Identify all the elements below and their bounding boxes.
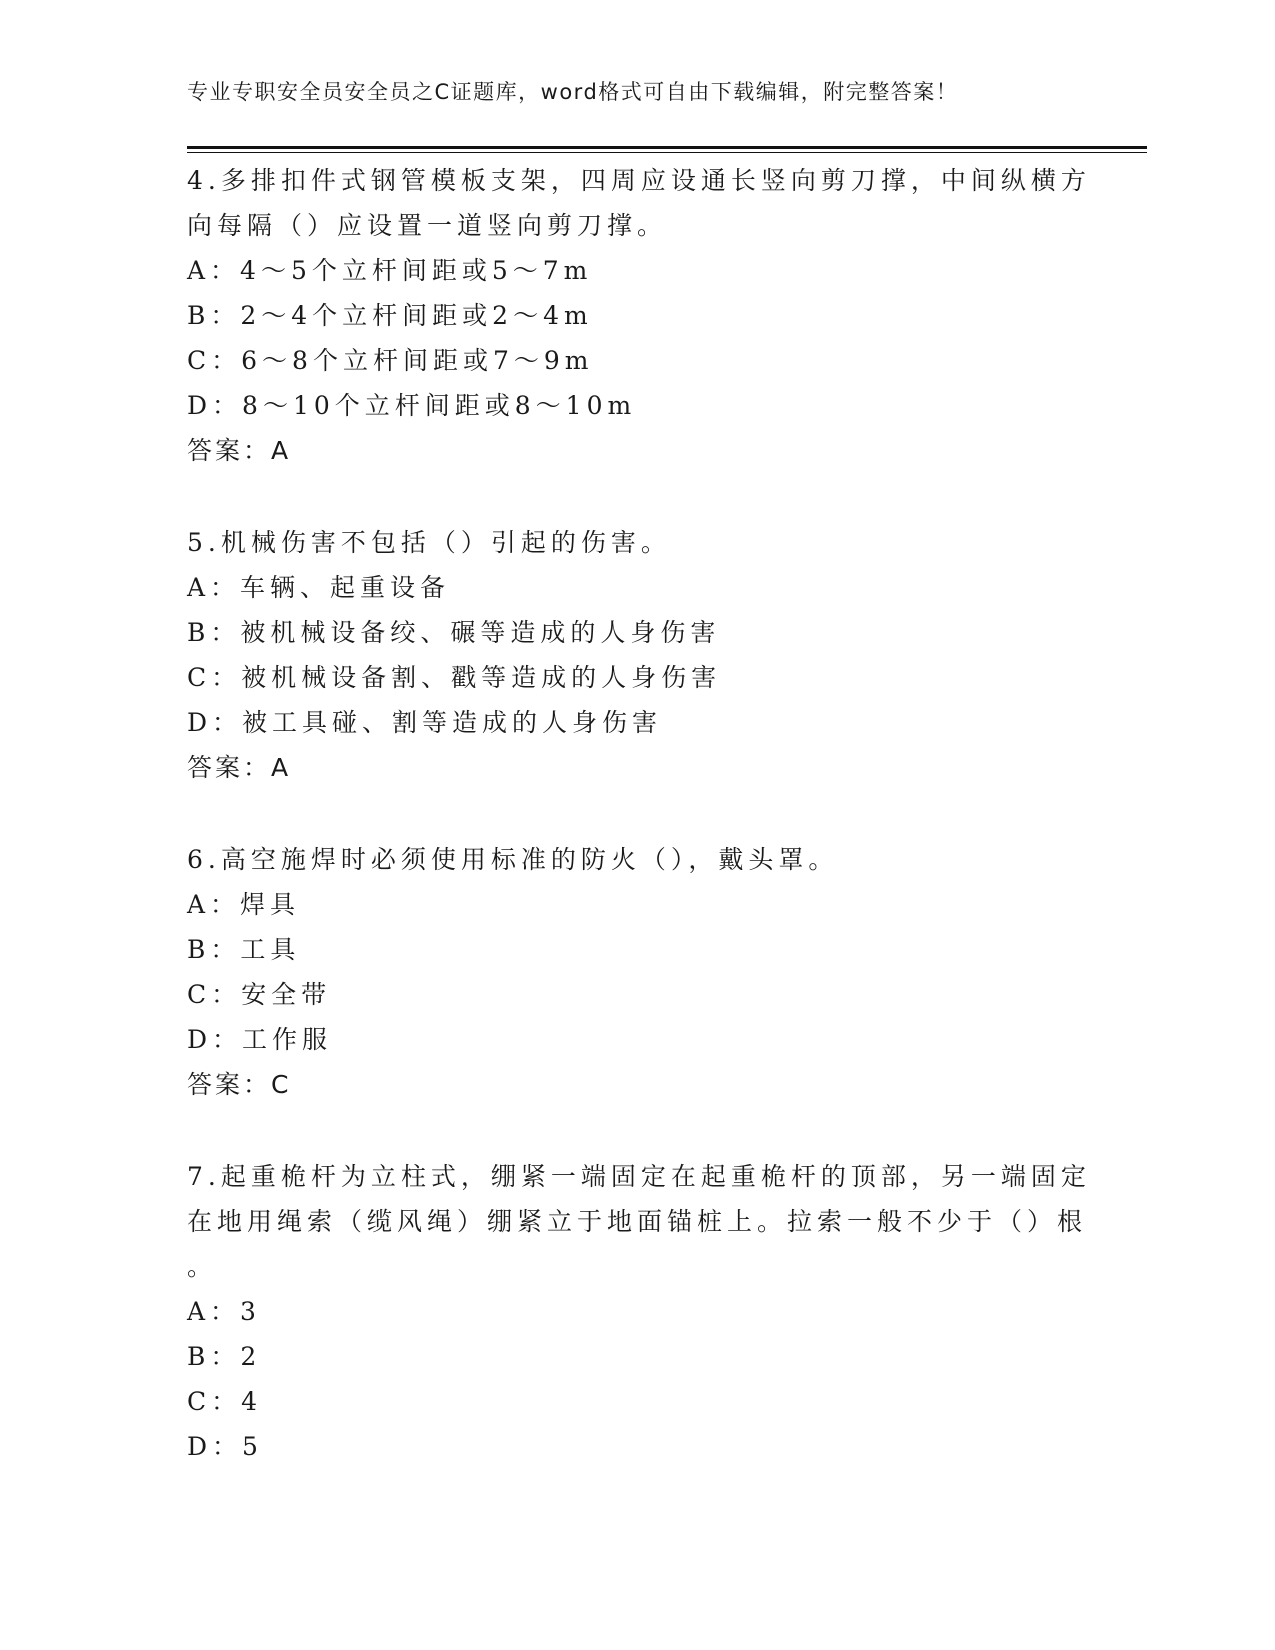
header-rule-thick xyxy=(187,146,1147,149)
option-a: A：车辆、起重设备 xyxy=(187,573,451,602)
question-stem xyxy=(187,520,1067,565)
page-header: 专业专职安全员安全员之C证题库，word格式可自由下载编辑，附完整答案！ xyxy=(187,80,959,104)
option-b: B：工具 xyxy=(187,935,301,964)
stem-line: 7.起重桅杆为立柱式，绷紧一端固定在起重桅杆的顶部，另一端固定 xyxy=(187,1162,1091,1191)
question-list xyxy=(187,158,1091,1516)
option-d: D：工作服 xyxy=(187,1025,333,1054)
stem-line: 5.机械伤害不包括（）引起的伤害。 xyxy=(187,528,671,557)
stem-line: 在地用绳索（缆风绳）绷紧立于地面锚桩上。拉索一般不少于（）根 xyxy=(187,1207,1088,1236)
question-5 xyxy=(187,520,1067,790)
answer: 答案：A xyxy=(187,436,292,465)
answer: 答案：A xyxy=(187,753,292,782)
stem-line: 向每隔（）应设置一道竖向剪刀撑。 xyxy=(187,211,668,240)
option-c: C：被机械设备割、戳等造成的人身伤害 xyxy=(187,663,722,692)
question-6 xyxy=(187,837,1067,1107)
stem-line: 6.高空施焊时必须使用标准的防火（），戴头罩。 xyxy=(187,845,839,874)
option-b: B：2 xyxy=(187,1342,262,1371)
stem-line: 4.多排扣件式钢管模板支架，四周应设通长竖向剪刀撑，中间纵横方 xyxy=(187,166,1091,195)
option-b: B：被机械设备绞、碾等造成的人身伤害 xyxy=(187,618,721,647)
header-rule-thin xyxy=(187,152,1147,153)
question-stem xyxy=(187,1154,1091,1289)
answer: 答案：C xyxy=(187,1070,292,1099)
option-b: B：2～4个立杆间距或2～4m xyxy=(187,301,593,330)
question-stem xyxy=(187,837,1067,882)
option-c: C：6～8个立杆间距或7～9m xyxy=(187,346,594,375)
option-d: D：8～10个立杆间距或8～10m xyxy=(187,391,637,420)
option-c: C：安全带 xyxy=(187,980,332,1009)
question-4 xyxy=(187,158,1091,473)
option-d: D：被工具碰、割等造成的人身伤害 xyxy=(187,708,663,737)
option-a: A：3 xyxy=(187,1297,261,1326)
question-stem xyxy=(187,158,1091,248)
option-d: D：5 xyxy=(187,1432,263,1461)
question-7 xyxy=(187,1154,1091,1469)
option-a: A：焊具 xyxy=(187,890,301,919)
stem-line: 。 xyxy=(187,1252,218,1281)
option-c: C：4 xyxy=(187,1387,263,1416)
option-a: A：4～5个立杆间距或5～7m xyxy=(187,256,593,285)
